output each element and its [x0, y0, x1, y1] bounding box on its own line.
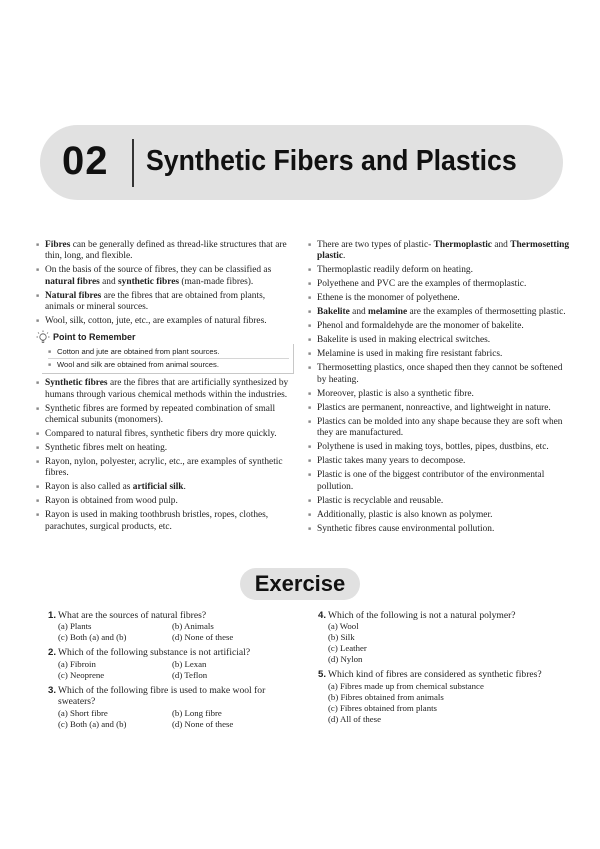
question [48, 610, 293, 643]
bullet-item [308, 363, 570, 386]
bullet-item [36, 378, 294, 401]
bullet-item [308, 403, 570, 414]
text-run: can be generally defined as thread-like structures that are thin, long, and flexible. [45, 240, 287, 262]
bullet-item [36, 240, 294, 263]
answer-option: (a) Fibres made up from chemical substance [328, 680, 484, 691]
text-run: Plastic is recyclable and reusable. [317, 495, 444, 506]
answer-option: (d) All of these [328, 713, 382, 724]
text-run: Plastics are permanent, nonreactive, and lightweight in nature. [317, 402, 551, 413]
bullet-item [308, 279, 570, 290]
text-run: Plastics can be molded into any shape because they are soft when they are manufactured. [317, 416, 563, 439]
text-run: Rayon, nylon, polyester, acrylic, etc., are examples of synthetic fibres. [45, 457, 283, 479]
text-run: Thermosetting plastics, once shaped then they cannot be softened by heating. [317, 363, 563, 385]
text-run: Phenol and formaldehyde are the monomer of bakelite. [317, 321, 524, 332]
text-run: Synthetic fibres melt on heating. [45, 443, 168, 454]
bullet-item [308, 349, 570, 360]
question-text: Which of the following substance is not artificial? [58, 647, 251, 659]
answer-option: (c) Both (a) and (b) [58, 632, 127, 643]
answer-option: (b) Animals [172, 621, 214, 632]
bullet-item [36, 457, 294, 480]
bold-term: melamine [368, 307, 408, 318]
questions-right-column [318, 610, 568, 729]
text-run: . [183, 482, 186, 493]
text-run: Additionally, plastic is also known as polymer. [317, 509, 493, 520]
answer-option: (b) Silk [328, 632, 355, 643]
remember-line: ■ Wool and silk are obtained from animal sources. [48, 359, 289, 371]
question [318, 669, 568, 724]
answer-option: (d) None of these [172, 632, 234, 643]
bullet-item [308, 389, 570, 400]
text-run: are the examples of thermosetting plastic. [407, 307, 566, 318]
bullet-item [308, 307, 570, 318]
answer-option: (d) Teflon [172, 669, 208, 680]
text-run: Rayon is obtained from wood pulp. [45, 496, 178, 507]
answer-option: (a) Short fibre [58, 707, 108, 718]
text-run: and [349, 307, 369, 318]
bold-term: Thermosetting plastic [317, 240, 570, 262]
question [318, 610, 568, 665]
bold-term: Synthetic fibres [45, 378, 108, 389]
question-text: Which of the following is not a natural polymer? [328, 610, 516, 621]
question-text: Which kind of fibres are considered as synthetic fibres? [328, 669, 542, 681]
answer-option: (b) Lexan [172, 658, 207, 669]
lightbulb-icon [36, 330, 50, 344]
remember-line: ■ Cotton and jute are obtained from plant sources. [48, 346, 289, 359]
question-number: 2. [48, 647, 57, 659]
bullet-item [308, 442, 570, 453]
bullet-item [308, 335, 570, 346]
answer-option: (d) None of these [172, 718, 234, 729]
answer-option: (c) Both (a) and (b) [58, 718, 127, 729]
bold-term: Natural fibres [45, 290, 102, 301]
bold-term: natural fibres [45, 276, 100, 287]
bullet-item [308, 417, 570, 440]
answer-option: (c) Leather [328, 643, 367, 654]
text-run: Polyethene and PVC are the examples of thermoplastic. [317, 279, 527, 290]
text-run: . [343, 251, 346, 262]
question-number: 5. [318, 669, 327, 681]
text-run: Plastic is one of the biggest contributor of the environmental pollution. [317, 470, 545, 492]
answer-option: (a) Fibroin [58, 658, 96, 669]
bullet-item [308, 456, 570, 467]
bullet-item [36, 496, 294, 507]
answer-option: (c) Fibres obtained from plants [328, 702, 437, 713]
question [48, 685, 293, 730]
chapter-banner [40, 125, 563, 200]
text-run: On the basis of the source of fibres, they can be classified as [45, 265, 272, 276]
question-number: 4. [318, 610, 327, 621]
text-run: Synthetic fibres cause environmental pollution. [317, 523, 495, 534]
bold-term: Fibres [45, 240, 71, 250]
answer-option: (c) Neoprene [58, 669, 105, 680]
text-run: Compared to natural fibres, synthetic fibers dry more quickly. [45, 429, 277, 440]
chapter-title: Synthetic Fibers and Plastics [146, 145, 517, 177]
point-to-remember [36, 330, 294, 374]
text-run: (man-made fibres). [179, 276, 254, 287]
bold-term: artificial silk [132, 482, 184, 493]
question-text: What are the sources of natural fibres? [58, 610, 207, 621]
text-run: Rayon is used in making toothbrush bristles, ropes, clothes, parachutes, surgical products, etc. [45, 510, 269, 532]
chapter-number: 02 [62, 139, 109, 183]
bullet-item [36, 291, 294, 314]
bold-term: synthetic fibres [118, 276, 180, 287]
bullet-item [36, 482, 294, 493]
bullet-item [308, 496, 570, 507]
bullet-item [308, 510, 570, 521]
answer-option: (b) Long fibre [172, 707, 222, 718]
text-run: Bakelite is used in making electrical switches. [317, 335, 491, 346]
bullet-item [308, 240, 570, 263]
answer-option: (d) Nylon [328, 654, 363, 665]
question [48, 647, 293, 680]
notes-left-column [36, 240, 294, 536]
text-run: Rayon is also called as [45, 482, 133, 493]
text-run: Moreover, plastic is also a synthetic fibre. [317, 388, 474, 399]
text-run: Plastic takes many years to decompose. [317, 456, 466, 467]
question-number: 1. [48, 610, 57, 621]
text-run: and [491, 240, 511, 250]
answer-option: (a) Wool [328, 621, 359, 632]
bullet-item [308, 470, 570, 493]
text-run: Melamine is used in making fire resistant fabrics. [317, 349, 503, 360]
divider [132, 139, 134, 187]
bullet-item [36, 404, 294, 427]
answer-option: (a) Plants [58, 621, 92, 632]
bullet-item [308, 321, 570, 332]
text-run: Thermoplastic readily deform on heating. [317, 265, 473, 276]
notes-right-column [308, 240, 570, 538]
text-run: Polythene is used in making toys, bottles, pipes, dustbins, etc. [317, 442, 549, 453]
exercise-heading: Exercise [240, 568, 360, 600]
text-run: Synthetic fibres are formed by repeated combination of small chemical subunits (monomers). [45, 403, 276, 426]
text-run: There are two types of plastic- [317, 240, 434, 250]
text-run: are the fibres that are obtained from plants, animals or mineral sources. [45, 290, 266, 313]
text-run: are the fibres that are artificially synthesized by humans through various chemical methods within the industries. [45, 378, 289, 400]
bullet-item [308, 265, 570, 276]
question-number: 3. [48, 684, 57, 696]
questions-left-column [48, 610, 293, 734]
text-run: Ethene is the monomer of polyethene. [317, 293, 460, 304]
bullet-item [36, 429, 294, 440]
bullet-item [36, 265, 294, 288]
question-text: Which of the following fibre is used to make wool for sweaters? [58, 684, 266, 708]
text-run: and [99, 276, 119, 287]
bullet-item [36, 316, 294, 327]
bullet-item [308, 524, 570, 535]
answer-option: (b) Fibres obtained from animals [328, 691, 444, 702]
text-run: Wool, silk, cotton, jute, etc., are examples of natural fibres. [45, 316, 267, 327]
bullet-item [308, 293, 570, 304]
point-to-remember-box [42, 344, 294, 374]
bullet-item [36, 443, 294, 454]
bold-term: Thermoplastic [433, 240, 492, 250]
bold-term: Bakelite [317, 307, 350, 318]
bullet-item [36, 510, 294, 533]
point-to-remember-title: Point to Remember [53, 331, 136, 342]
